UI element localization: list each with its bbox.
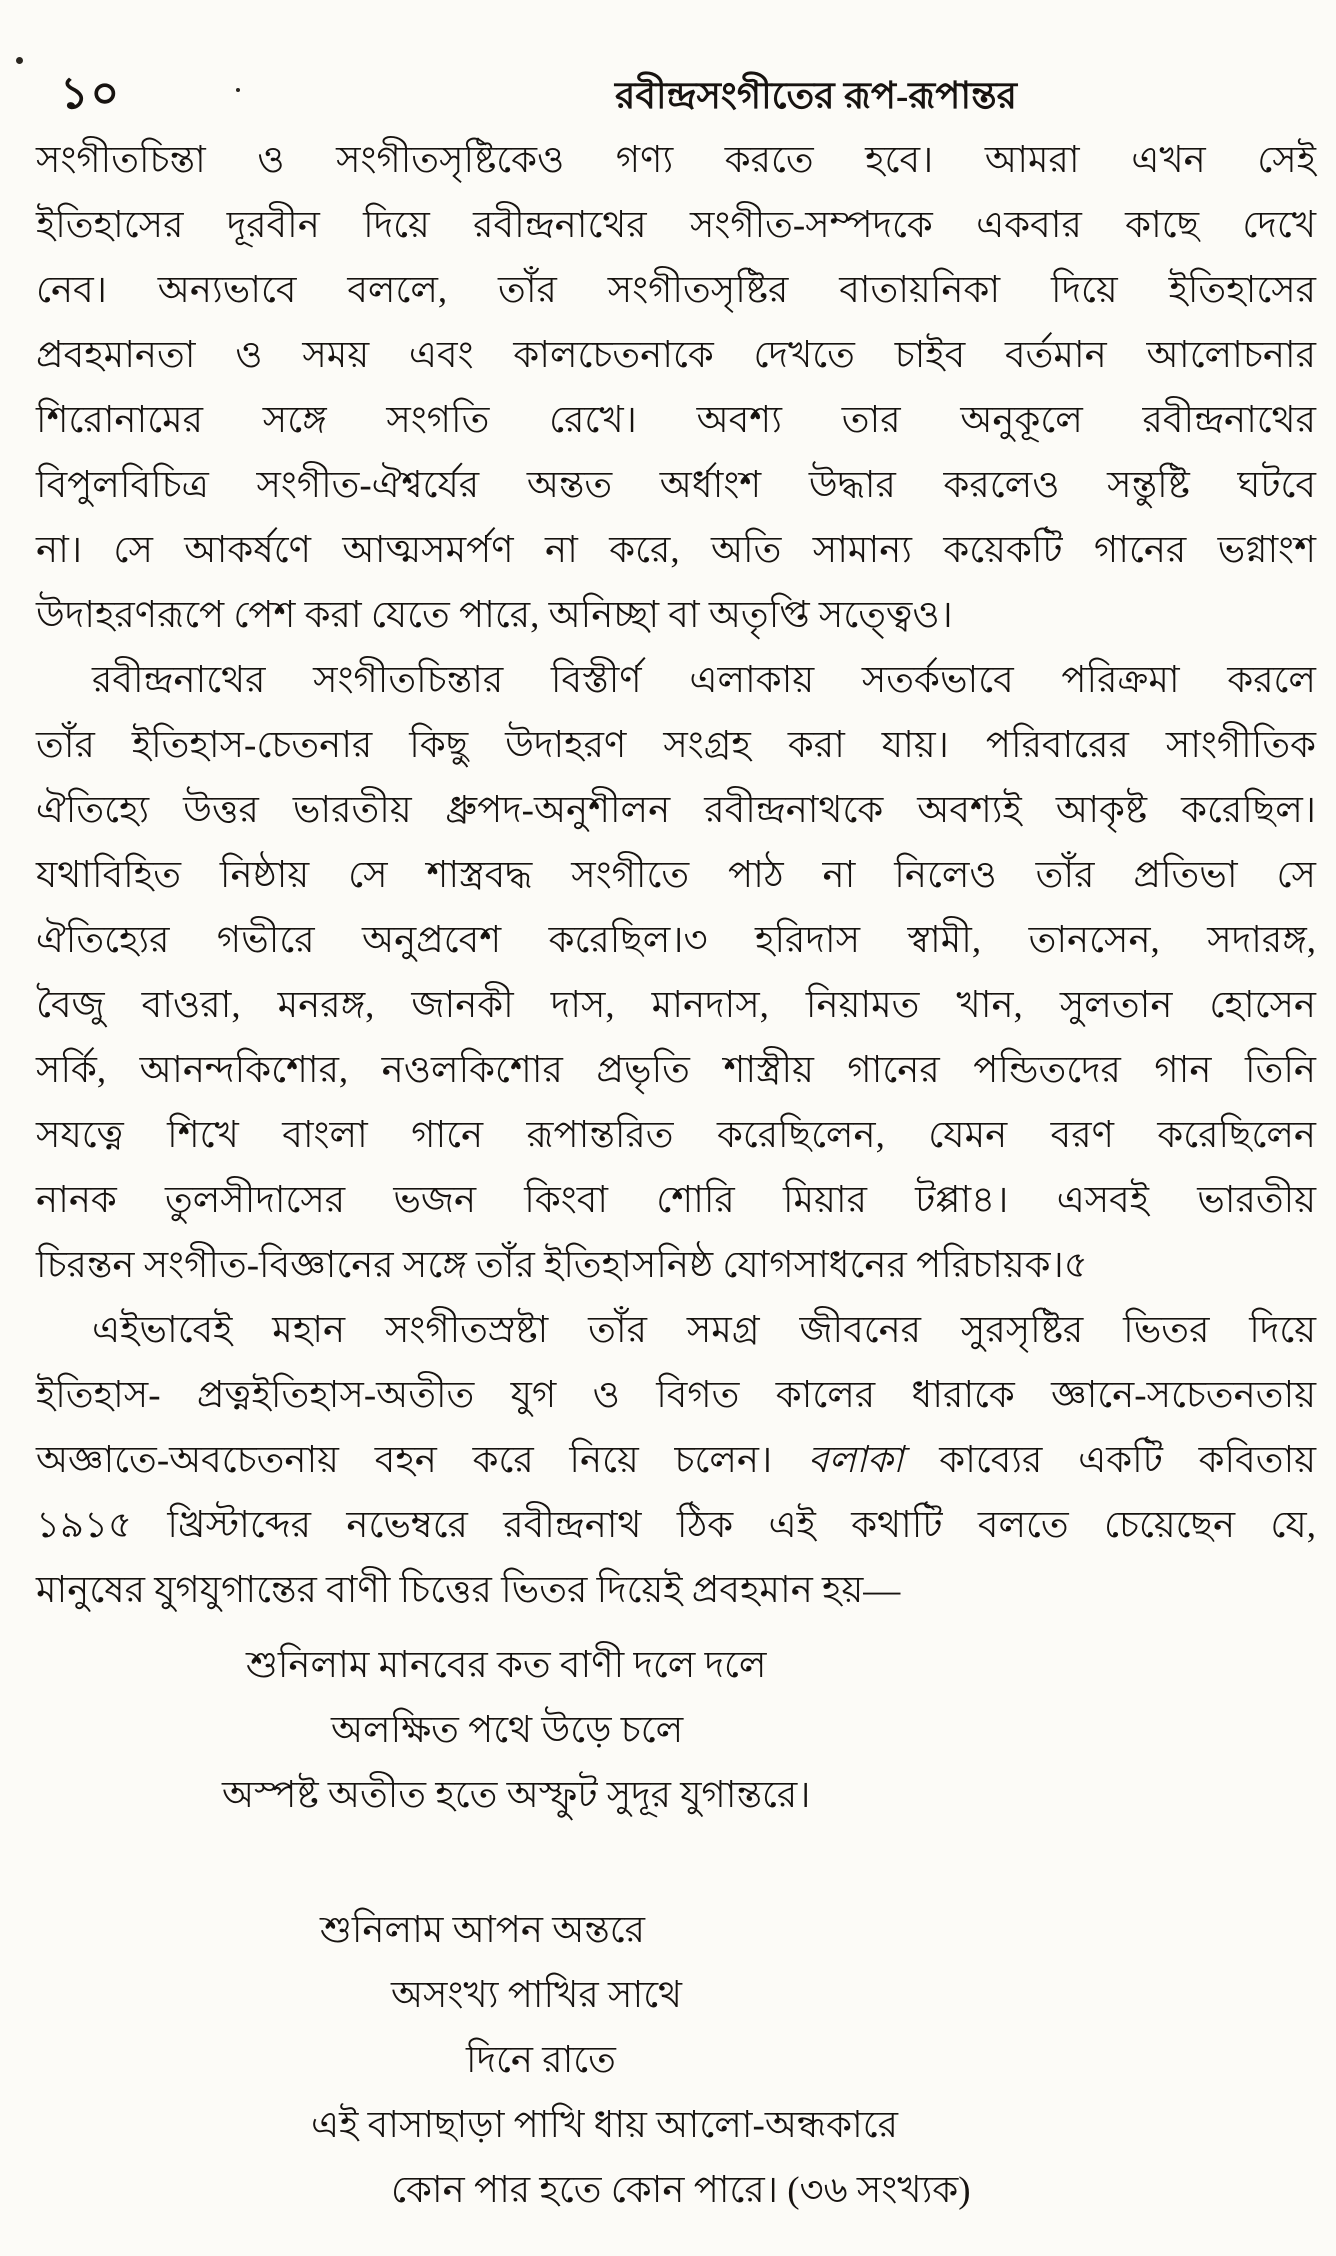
poem-line: অলক্ষিত পথে উড়ে চলে: [331, 1710, 684, 1751]
poem-line: কোন পার হতে কোন পারে। (৩৬ সংখ্যক): [391, 2170, 971, 2211]
page-content: [36, 128, 1316, 2223]
poem-line: অসংখ্য পাখির সাথে: [391, 1975, 683, 2016]
page-header: [0, 56, 1336, 126]
text-line: প্রবহমানতা ও সময় এবং কালচেতনাকে দেখতে চাইব বর্তমান আলোচনার: [36, 335, 1316, 376]
poem-line: শুনিলাম আপন অন্তরে: [320, 1910, 645, 1951]
poem-line: শুনিলাম মানবের কত বাণী দলে দলে: [246, 1645, 767, 1686]
text-line: এইভাবেই মহান সংগীতস্রষ্টা তাঁর সমগ্র জীবনের সুরসৃষ্টির ভিতর দিয়ে: [92, 1310, 1316, 1351]
text-line: না। সে আকর্ষণে আত্মসমর্পণ না করে, অতি সামান্য কয়েকটি গানের ভগ্নাংশ: [36, 530, 1316, 571]
text-line: উদাহরণরূপে পেশ করা যেতে পারে, অনিচ্ছা বা অতৃপ্তি সত্ত্বেও।: [36, 595, 953, 636]
text-line: বিপুলবিচিত্র সংগীত-ঐশ্বর্যের অন্তত অর্ধাংশ উদ্ধার করলেও সন্তুষ্টি ঘটবে: [36, 465, 1316, 506]
text-line: সযত্নে শিখে বাংলা গানে রূপান্তরিত করেছিলেন, যেমন বরণ করেছিলেন: [36, 1115, 1316, 1156]
poem-stanza-2: [36, 1898, 1316, 2223]
text-line: মানুষের যুগযুগান্তের বাণী চিত্তের ভিতর দিয়েই প্রবহমান হয়—: [36, 1570, 901, 1611]
poem-line: অস্পষ্ট অতীত হতে অস্ফুট সুদূর যুগান্তরে।: [222, 1775, 811, 1816]
page-number: ১০: [60, 69, 122, 118]
text-segment: কাব্যের একটি কবিতায়: [903, 1440, 1316, 1481]
text-line: চিরন্তন সংগীত-বিজ্ঞানের সঙ্গে তাঁর ইতিহাসনিষ্ঠ যোগসাধনের পরিচায়ক।৫: [36, 1245, 1088, 1286]
poem-stanza-1: [36, 1633, 1316, 1828]
text-line: বৈজু বাওরা, মনরঙ্গ, জানকী দাস, মানদাস, নিয়ামত খান, সুলতান হোসেন: [36, 985, 1316, 1026]
text-line: ঐতিহ্যে উত্তর ভারতীয় ধ্রুপদ-অনুশীলন রবীন্দ্রনাথকে অবশ্যই আকৃষ্ট করেছিল।: [36, 790, 1316, 831]
text-line: নেব। অন্যভাবে বললে, তাঁর সংগীতসৃষ্টির বাতায়নিকা দিয়ে ইতিহাসের: [36, 270, 1316, 311]
text-line: সংগীতচিন্তা ও সংগীতসৃষ্টিকেও গণ্য করতে হবে। আমরা এখন সেই: [36, 140, 1316, 181]
running-title: রবীন্দ্রসংগীতের রূপ-রূপান্তর: [615, 76, 1017, 117]
text-line: সর্কি, আনন্দকিশোর, নওলকিশোর প্রভৃতি শাস্ত্রীয় গানের পন্ডিতদের গান তিনি: [36, 1050, 1316, 1091]
poem-line: এই বাসাছাড়া পাখি ধায় আলো-অন্ধকারে: [311, 2105, 899, 2146]
text-line: যথাবিহিত নিষ্ঠায় সে শাস্ত্রবদ্ধ সংগীতে পাঠ না নিলেও তাঁর প্রতিভা সে: [36, 855, 1316, 896]
book-title-italic: বলাকা: [807, 1440, 904, 1481]
text-line-with-italic: [36, 1428, 1316, 1493]
text-line: রবীন্দ্রনাথের সংগীতচিন্তার বিস্তীর্ণ এলাকায় সতর্কভাবে পরিক্রমা করলে: [92, 660, 1316, 701]
paragraph-1: [36, 128, 1316, 648]
poem-line: দিনে রাতে: [466, 2040, 616, 2081]
text-line: তাঁর ইতিহাস-চেতনার কিছু উদাহরণ সংগ্রহ করা যায়। পরিবারের সাংগীতিক: [36, 725, 1316, 766]
text-line: ইতিহাস- প্রত্নইতিহাস-অতীত যুগ ও বিগত কালের ধারাকে জ্ঞানে-সচেতনতায়: [36, 1375, 1316, 1416]
text-line: নানক তুলসীদাসের ভজন কিংবা শোরি মিয়ার টপ্পা৪। এসবই ভারতীয়: [36, 1180, 1316, 1221]
paragraph-2: [36, 648, 1316, 1298]
text-line: ইতিহাসের দূরবীন দিয়ে রবীন্দ্রনাথের সংগীত-সম্পদকে একবার কাছে দেখে: [36, 205, 1316, 246]
text-segment: অজ্ঞাতে-অবচেতনায় বহন করে নিয়ে চলেন।: [36, 1440, 808, 1481]
paragraph-3: [36, 1298, 1316, 1623]
text-line: ১৯১৫ খ্রিস্টাব্দের নভেম্বরে রবীন্দ্রনাথ ঠিক এই কথাটি বলতে চেয়েছেন যে,: [36, 1505, 1316, 1546]
text-line: শিরোনামের সঙ্গে সংগতি রেখে। অবশ্য তার অনুকূলে রবীন্দ্রনাথের: [36, 400, 1316, 441]
text-line: ঐতিহ্যের গভীরে অনুপ্রবেশ করেছিল।৩ হরিদাস স্বামী, তানসেন, সদারঙ্গ,: [36, 920, 1316, 961]
